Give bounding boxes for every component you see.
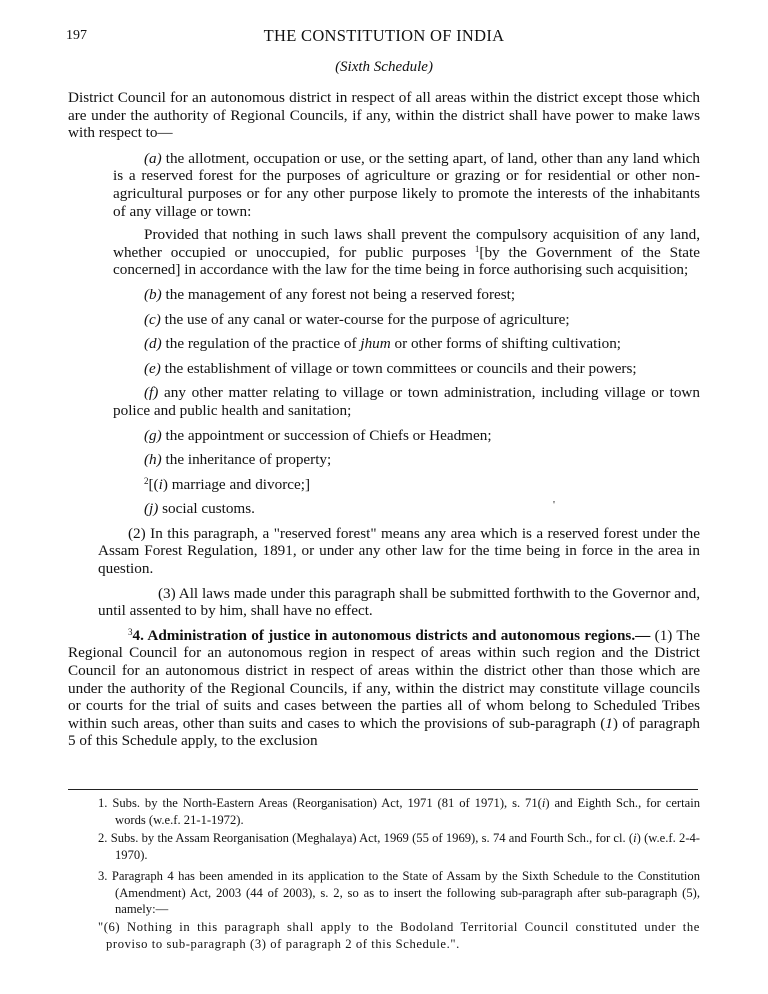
section-4: $^3$4. Administration of justice in autonomous districts and autonomous regions.— (1) The Regional Council for an autonomous region in respect of areas within such region and the District Council for an autonomous district in respect of areas within the district other than those which are under the authority of the Regional Councils, if any, within the district may constitute village councils or courts for the trial of suits and cases between the parties all of whom belong to Scheduled Tribes within such areas, other than suits and cases to which the provisions of sub-paragraph (1) of paragraph 5 of this Schedule apply, to the exclusion xyxy=(68,626,701,750)
page-title: THE CONSTITUTION OF INDIA xyxy=(263,26,505,45)
clause-g: (g) the appointment or succession of Chiefs or Headmen; xyxy=(144,426,492,444)
footnote-ref-3[interactable]: 3 xyxy=(128,626,133,637)
paragraph-3: (3) All laws made under this paragraph shall be submitted forthwith to the Governor and, until assented to by him, shall have no effect. xyxy=(98,584,700,620)
footnote-3: 3. Paragraph 4 has been amended in its application to the State of Assam by the Sixth Schedule to the Constitution (Amendment) Act, 2003 (44 of 2003), s. 2, so as to insert the following sub-paragraph after sub-paragraph (5), namely:— xyxy=(98,869,700,916)
clause-h: (h) the inheritance of property; xyxy=(144,451,332,469)
intro-paragraph: District Council for an autonomous district in respect of all areas within the district except those which are under the authority of Regional Councils, if any, within the district shall have power to make laws with respect to— xyxy=(68,89,700,142)
footnote-1: 1. Subs. by the North-Eastern Areas (Reorganisation) Act, 1971 (81 of 1971), s. 71(i) and Eighth Sch., for certain words (w.e.f. 21-1-1972). xyxy=(98,796,700,827)
clause-i: $^2$[(i) marriage and divorce;] xyxy=(144,475,311,493)
stray-mark: ' xyxy=(553,499,555,511)
main-text xyxy=(68,89,700,750)
clause-b: (b) the management of any forest not being a reserved forest; xyxy=(144,285,516,303)
clause-e: (e) the establishment of village or town committees or councils and their powers; xyxy=(144,359,637,377)
footnote-2: 2. Subs. by the Assam Reorganisation (Meghalaya) Act, 1969 (55 of 1969), s. 74 and Fourth Sch., for cl. (i) (w.e.f. 2-4-1970). xyxy=(98,831,700,862)
paragraph-2: (2) In this paragraph, a "reserved forest" means any area which is a reserved forest under the Assam Forest Regulation, 1891, or under any other law for the time being in force in the area in question. xyxy=(98,524,700,578)
footnote-ref-1[interactable]: 1 xyxy=(474,243,480,254)
footnote-divider xyxy=(68,789,698,790)
footnote-ref-2[interactable]: 2 xyxy=(144,475,149,486)
clause-j: (j) social customs. xyxy=(144,500,255,518)
section-4-heading: 4. Administration of justice in autonomous districts and autonomous regions.— xyxy=(132,626,651,644)
clause-d: (d) the regulation of the practice of jhum or other forms of shifting cultivation; xyxy=(144,335,622,353)
clause-f: (f) any other matter relating to village or town administration, including village or town police and public health and sanitation; xyxy=(113,384,700,419)
clause-c: (c) the use of any canal or water-course for the purpose of agriculture; xyxy=(144,310,570,328)
proviso: Provided that nothing in such laws shall prevent the compulsory acquisition of any land, whether occupied or unoccupied, for public purposes $^1$[by the Government of the State concerned] in accordance with the law for the time being in force authorising such acquisition; xyxy=(113,226,700,279)
clause-a: (a) the allotment, occupation or use, or the setting apart, of land, other than any land which is a reserved forest for the purposes of agriculture or grazing or for residential or other non-agricultural purposes or for any other purpose likely to promote the interests of the inhabitants of any village or town: xyxy=(113,149,700,220)
footnote-3-quote: "(6) Nothing in this paragraph shall apply to the Bodoland Territorial Council constituted under the proviso to sub-paragraph (3) of paragraph 2 of this Schedule.". xyxy=(98,920,700,951)
page-subtitle: (Sixth Schedule) xyxy=(335,59,433,75)
page-number: 197 xyxy=(66,28,87,43)
